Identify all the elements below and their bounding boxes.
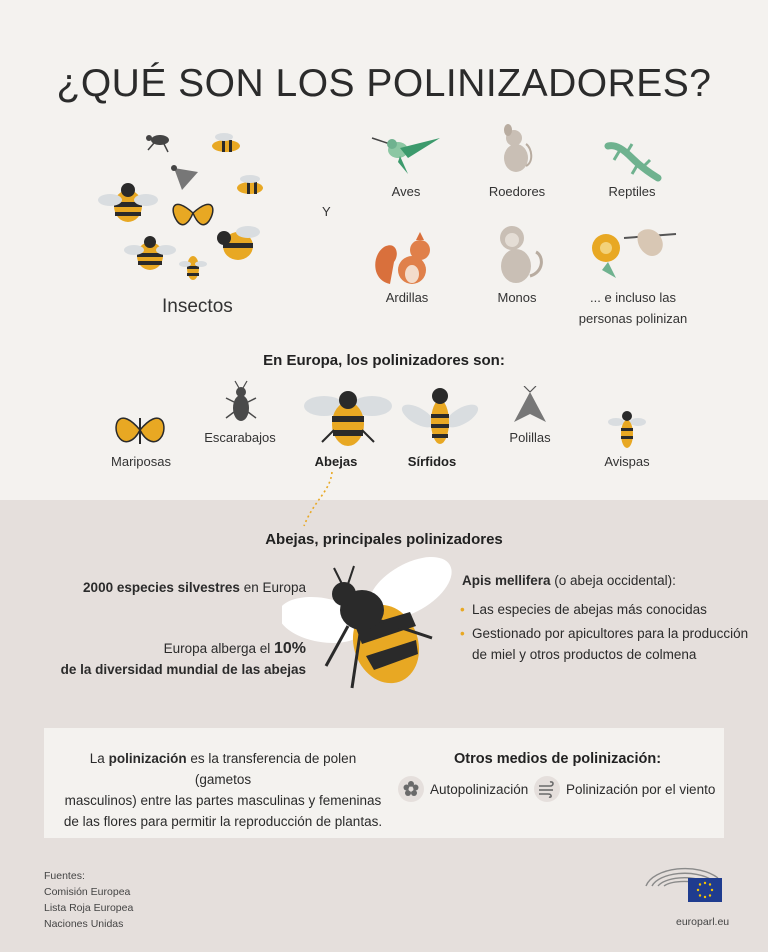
- apis-bullet-1-text: Las especies de abejas más conocidas: [472, 602, 707, 617]
- footer-url[interactable]: europarl.eu: [676, 916, 730, 928]
- europe-heading: En Europa, los polinizadores son:: [263, 352, 505, 369]
- bee-icon: [302, 384, 394, 454]
- hoverfly-icon: [400, 384, 480, 450]
- animal-label-reptiles: Reptiles: [608, 184, 656, 199]
- source-item: Naciones Unidas: [44, 918, 124, 930]
- diversity-line1: Europa alberga el: [163, 641, 274, 656]
- apis-name: Apis mellifera: [462, 573, 551, 588]
- pollinator-label-mariposas: Mariposas: [111, 454, 171, 469]
- species-rest: en Europa: [239, 580, 306, 595]
- wind-icon: [534, 776, 560, 802]
- wasp-icon: [212, 133, 240, 152]
- animal-label-roedores: Roedores: [488, 184, 546, 199]
- pollinator-label-avispas: Avispas: [604, 454, 650, 469]
- pollinator-label-escarabajos: Escarabajos: [204, 430, 276, 445]
- source-item: Comisión Europea: [44, 886, 131, 898]
- animal-label-aves: Aves: [391, 184, 421, 199]
- animal-label-ardillas: Ardillas: [385, 290, 429, 305]
- conjunction-label: Y: [322, 204, 331, 219]
- lizard-icon: [602, 138, 662, 186]
- moth-icon: [512, 386, 548, 426]
- wasp-icon: [608, 404, 646, 454]
- hoverfly-icon: [237, 175, 263, 194]
- insects-label: Insectos: [162, 296, 233, 317]
- apis-bullet-2-line2: de miel y otros productos de colmena: [472, 647, 697, 662]
- hand-pollinating-icon: [584, 226, 680, 278]
- european-parliament-logo: [642, 856, 726, 906]
- sources-heading: Fuentes:: [44, 870, 85, 882]
- source-item: Lista Roja Europea: [44, 902, 134, 914]
- flower-icon: [398, 776, 424, 802]
- other-means-wind: Polinización por el viento: [566, 782, 716, 797]
- species-text: [60, 577, 306, 598]
- squirrel-icon: [370, 232, 440, 286]
- diversity-pct: 10%: [273, 640, 306, 657]
- apis-heading: [462, 570, 752, 591]
- diversity-line2: de la diversidad mundial de las abejas: [60, 662, 306, 677]
- definition-line3: de las flores para permitir la reproducción de plantas.: [63, 814, 383, 829]
- bee-icon: [98, 183, 158, 222]
- definition-line1-rest: es la transferencia de polen (gametos: [186, 751, 357, 787]
- other-means-heading: Otros medios de polinización:: [454, 751, 662, 767]
- monkey-icon: [490, 222, 546, 286]
- definition-text: [60, 748, 386, 832]
- apis-rest: (o abeja occidental):: [550, 573, 676, 588]
- beetle-icon: [224, 380, 258, 426]
- page-title: ¿QUÉ SON LOS POLINIZADORES?: [56, 62, 712, 105]
- diversity-text: [40, 638, 306, 680]
- definition-pre: La: [89, 751, 109, 766]
- hummingbird-icon: [368, 128, 444, 178]
- insects-cluster: [88, 118, 288, 288]
- butterfly-icon: [173, 204, 213, 224]
- bee-icon: [217, 226, 260, 260]
- other-means-auto: Autopolinización: [430, 782, 529, 797]
- species-count: 2000 especies silvestres: [83, 580, 240, 595]
- butterfly-icon: [112, 410, 168, 450]
- apis-bullet-1: [472, 599, 752, 620]
- pollinator-label-polillas: Polillas: [509, 430, 551, 445]
- bees-heading: Abejas, principales polinizadores: [265, 531, 503, 548]
- dotted-connector: [300, 470, 340, 530]
- sources: [44, 868, 133, 932]
- wasp-icon: [179, 256, 207, 280]
- rodent-icon: [496, 118, 536, 178]
- fly-icon: [171, 165, 198, 190]
- apis-bullet-2: [472, 623, 762, 665]
- pollinator-label-abejas: Abejas: [314, 454, 358, 469]
- definition-line2: masculinos) entre las partes masculinas y femeninas: [64, 793, 382, 808]
- large-bee-icon: [282, 548, 462, 708]
- pollinator-label-sirfidos: Sírfidos: [407, 454, 457, 469]
- animal-label-personas-1: ... e incluso las: [590, 290, 676, 305]
- animal-label-personas-2: personas polinizan: [578, 311, 688, 326]
- apis-bullet-2-line1: Gestionado por apicultores para la producción: [472, 626, 749, 641]
- animal-label-monos: Monos: [497, 290, 537, 305]
- beetle-icon: [146, 135, 169, 152]
- bee-icon: [124, 236, 176, 270]
- definition-term: polinización: [108, 751, 187, 766]
